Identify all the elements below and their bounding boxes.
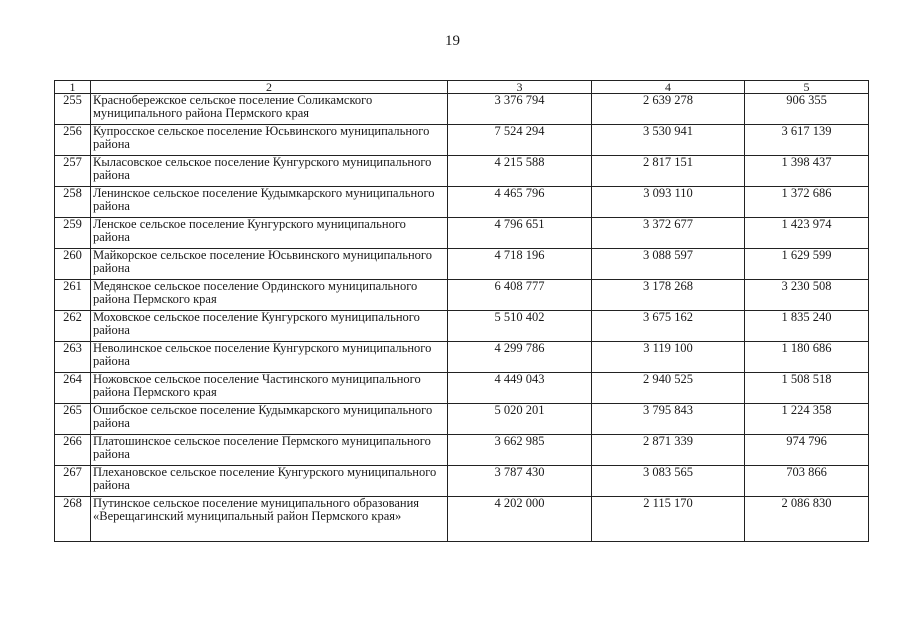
table-row xyxy=(55,249,869,280)
row-number: 264 xyxy=(55,373,91,404)
row-number: 260 xyxy=(55,249,91,280)
row-number: 265 xyxy=(55,404,91,435)
value-col-5: 1 224 358 xyxy=(745,404,869,435)
value-col-5: 1 423 974 xyxy=(745,218,869,249)
value-col-3: 5 020 201 xyxy=(448,404,592,435)
value-col-4: 2 115 170 xyxy=(592,497,745,542)
value-col-5: 2 086 830 xyxy=(745,497,869,542)
value-col-5: 3 230 508 xyxy=(745,280,869,311)
table-row xyxy=(55,373,869,404)
row-number: 261 xyxy=(55,280,91,311)
table-row xyxy=(55,156,869,187)
budget-table xyxy=(54,80,869,542)
settlement-name: Неволинское сельское поселение Кунгурского муниципального района xyxy=(91,342,448,373)
row-number: 262 xyxy=(55,311,91,342)
settlement-name: Краснобережское сельское поселение Соликамского муниципального района Пермского края xyxy=(91,94,448,125)
value-col-4: 3 178 268 xyxy=(592,280,745,311)
value-col-3: 4 796 651 xyxy=(448,218,592,249)
value-col-3: 5 510 402 xyxy=(448,311,592,342)
value-col-5: 1 835 240 xyxy=(745,311,869,342)
value-col-3: 6 408 777 xyxy=(448,280,592,311)
settlement-name: Плехановское сельское поселение Кунгурского муниципального района xyxy=(91,466,448,497)
table-row xyxy=(55,94,869,125)
table-header-row xyxy=(55,81,869,94)
value-col-3: 3 787 430 xyxy=(448,466,592,497)
value-col-5: 1 372 686 xyxy=(745,187,869,218)
value-col-5: 3 617 139 xyxy=(745,125,869,156)
row-number: 255 xyxy=(55,94,91,125)
value-col-4: 3 372 677 xyxy=(592,218,745,249)
value-col-4: 3 530 941 xyxy=(592,125,745,156)
value-col-4: 3 093 110 xyxy=(592,187,745,218)
settlement-name: Ножовское сельское поселение Частинского муниципального района Пермского края xyxy=(91,373,448,404)
row-number: 263 xyxy=(55,342,91,373)
value-col-3: 4 718 196 xyxy=(448,249,592,280)
table-row xyxy=(55,466,869,497)
value-col-3: 4 215 588 xyxy=(448,156,592,187)
row-number: 259 xyxy=(55,218,91,249)
value-col-5: 1 508 518 xyxy=(745,373,869,404)
settlement-name: Ошибское сельское поселение Кудымкарского муниципального района xyxy=(91,404,448,435)
value-col-5: 974 796 xyxy=(745,435,869,466)
value-col-3: 4 202 000 xyxy=(448,497,592,542)
row-number: 257 xyxy=(55,156,91,187)
table-row xyxy=(55,125,869,156)
table-row xyxy=(55,280,869,311)
header-col-1: 1 xyxy=(55,81,91,94)
settlement-name: Платошинское сельское поселение Пермского муниципального района xyxy=(91,435,448,466)
value-col-5: 703 866 xyxy=(745,466,869,497)
header-col-3: 3 xyxy=(448,81,592,94)
value-col-3: 7 524 294 xyxy=(448,125,592,156)
header-col-4: 4 xyxy=(592,81,745,94)
value-col-4: 2 871 339 xyxy=(592,435,745,466)
row-number: 267 xyxy=(55,466,91,497)
value-col-4: 2 940 525 xyxy=(592,373,745,404)
row-number: 258 xyxy=(55,187,91,218)
value-col-5: 1 398 437 xyxy=(745,156,869,187)
table-row xyxy=(55,497,869,542)
value-col-4: 3 088 597 xyxy=(592,249,745,280)
value-col-4: 3 795 843 xyxy=(592,404,745,435)
value-col-4: 2 817 151 xyxy=(592,156,745,187)
page-number: 19 xyxy=(445,33,460,49)
value-col-4: 3 119 100 xyxy=(592,342,745,373)
row-number: 256 xyxy=(55,125,91,156)
row-number: 268 xyxy=(55,497,91,542)
table-row xyxy=(55,218,869,249)
value-col-3: 3 376 794 xyxy=(448,94,592,125)
value-col-4: 2 639 278 xyxy=(592,94,745,125)
table-row xyxy=(55,404,869,435)
header-col-2: 2 xyxy=(91,81,448,94)
value-col-4: 3 083 565 xyxy=(592,466,745,497)
table-row xyxy=(55,435,869,466)
value-col-5: 906 355 xyxy=(745,94,869,125)
header-col-5: 5 xyxy=(745,81,869,94)
table-row xyxy=(55,311,869,342)
settlement-name: Моховское сельское поселение Кунгурского муниципального района xyxy=(91,311,448,342)
settlement-name: Кыласовское сельское поселение Кунгурского муниципального района xyxy=(91,156,448,187)
settlement-name: Ленское сельское поселение Кунгурского муниципального района xyxy=(91,218,448,249)
value-col-3: 4 299 786 xyxy=(448,342,592,373)
settlement-name: Путинское сельское поселение муниципального образования «Верещагинский муниципальный район Пермского края» xyxy=(91,497,448,542)
value-col-5: 1 180 686 xyxy=(745,342,869,373)
value-col-3: 3 662 985 xyxy=(448,435,592,466)
settlement-name: Майкорское сельское поселение Юсьвинского муниципального района xyxy=(91,249,448,280)
value-col-3: 4 465 796 xyxy=(448,187,592,218)
value-col-4: 3 675 162 xyxy=(592,311,745,342)
table-row xyxy=(55,187,869,218)
settlement-name: Медянское сельское поселение Ординского муниципального района Пермского края xyxy=(91,280,448,311)
value-col-3: 4 449 043 xyxy=(448,373,592,404)
row-number: 266 xyxy=(55,435,91,466)
value-col-5: 1 629 599 xyxy=(745,249,869,280)
table-row xyxy=(55,342,869,373)
settlement-name: Купросское сельское поселение Юсьвинского муниципального района xyxy=(91,125,448,156)
settlement-name: Ленинское сельское поселение Кудымкарского муниципального района xyxy=(91,187,448,218)
